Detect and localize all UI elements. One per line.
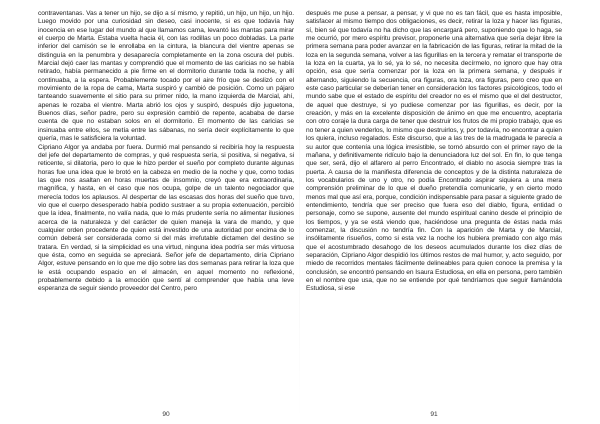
- paragraph: Cipriano Algor ya andaba por fuera. Durmió mal pensando si recibiría hoy la respuesta del jefe del departamento de compras, y qué respuesta sería, si positiva, si negativa, si reticente, si dilatoria, pero lo que le hizo perder el sueño por completo durante algunas horas fue una idea que le brotó en la cabeza en medio de la noche y que, como todas las que nos asaltan en horas muertas de insomnio, creyó que era extraordinaria, magnífica, y hasta, en el caso que nos ocupa, golpe de un talento negociador que merecía todos los aplausos. Al despertar de las escasas dos horas del sueño que tuvo, vio que el cuerpo desesperado había podido sustraer a su propia extenuación, percibió que la idea, finalmente, no valía nada, que lo más prudente sería no alimentar ilusiones acerca de la naturaleza y del carácter de quien maneja la vara de mando, y que cualquier orden procedente de quien está investido de una autoridad por encima de lo común deberá ser considerada como si del más irrefutable dictamen del destino se tratara. En verdad, si la simplicidad es una virtud, ninguna idea podría ser más virtuosa que ésta, como en seguida se apreciará. Señor jefe de departamento, diría Cipriano Algor, estuve pensando en lo que me dijo sobre las dos semanas para retirar la loza que le está ocupando espacio en el almacén, en aquel momento no reflexioné, probablemente debido a la emoción que sentí al comprender que había una leve esperanza de seguir siendo proveedor del Centro, pero: [38, 143, 294, 293]
- gutter: [299, 0, 300, 424]
- left-page-text: [38, 10, 294, 396]
- page-number: 91: [430, 411, 438, 418]
- left-page: [38, 10, 294, 418]
- right-page-text: [306, 10, 562, 396]
- paragraph: después me puse a pensar, a pensar, y vi que no es tan fácil, que es hasta imposible, satisfacer al mismo tiempo dos obligaciones, es decir, retirar la loza y hacer las figuras, sí, bien sé que todavía no ha dicho que las encargará pero, suponiendo que lo haga, se me ocurrió, por mero espíritu previsor, proponerle una alternativa que sería dejar libre la primera semana para poder avanzar en la fabricación de las figuras, retirar la mitad de la loza en la segunda semana, volver a las figurillas en la tercera y rematar el transporte de la loza en la cuarta, ya lo sé, ya lo sé, no necesita decírmelo, no ignoro que hay otra opción, esa que sería comenzar por la loza en la primera semana, y después ir alternando, siguiendo la secuencia, ora figuras, ora loza, ora figuras, pero creo que en este caso particular se deberían tener en consideración los factores psicológicos, todo el mundo sabe que el estado de espíritu del creador no es el mismo que el del destructor, de aquel que destruye, si yo pudiese comenzar por las figurillas, es decir, por la creación, y más en la excelente disposición de ánimo en que me encuentro, aceptaría con otro coraje la dura carga de tener que destruir los frutos de mi propio trabajo, que es no tener a quien venderlos, lo mismo que destruirlos, y, por todavía, no encontrar a quien los quiera, incluso regalados. Este discurso, que a las tres de la madrugada le parecía a su autor que contenía una lógica irresistible, se tornó absurdo con el primer rayo de la mañana, y definitivamente ridículo bajo la denunciadora luz del sol. En fin, lo que tenga que ser, será, dijo el alfarero al perro Encontrado, el diablo no asocia siempre tras la puerta. A causa de la manifiesta diferencia de conceptos y de la distinta naturaleza de los vocabularios de uno y otro, no podía Encontrado aspirar siquiera a una mera comprensión preliminar de lo que el dueño pretendía comunicarle, y en cierto modo menos mal que así era, porque, condición indispensable para pasar a siguiente grado de entendimiento, tendría que ser preciso que fuera eso del diablo, figura, entidad o personaje, como se supone, ausente del mundo espiritual canino desde el principio de los tiempos, y ya se está viendo que, haciéndose una pregunta de éstas nada más comenzar, la discusión no tendría fin. Con la aparición de Marta y de Marcial, insólitamente risueños, como si esta vez la noche los hubiera premiado con algo más que el acostumbrado desahogo de los deseos acumulados durante los diez días de separación, Cipriano Algor despidió los últimos restos de mal humor, y, acto seguido, por miedo de recorridos mentales fácilmente delineables para quien conoce la premisa y la conclusión, se encontró pensando en Isaura Estudiosa, en ella en persona, pero también en el nombre que usa, que no se entiende por qué tendríamos que seguir llamándola Estudiosa, si ese: [306, 10, 562, 293]
- paragraph: contraventanas. Vas a tener un hijo, se dijo a sí mismo, y repitió, un hijo, un hijo, un hijo. Luego movido por una curiosidad sin deseo, casi inocente, si es que todavía hay inocencia en ese lugar del mundo al que llamamos cama, levantó las mantas para mirar el cuerpo de Marta. Estaba vuelta hacia él, con las rodillas un poco dobladas. La parte inferior del camisón se le enrollaba en la cintura, la blancura del vientre apenas se distinguía en la penumbra y desaparecía completamente en la zona oscura del pubis. Marcial dejó caer las mantas y comprendió que el momento de las caricias no se había retirado, había permanecido a pie firme en el dormitorio durante toda la noche, y allí continuaba, a la espera. Probablemente tocado por el aire frío que se deslizó con el movimiento de la ropa de cama, Marta suspiró y cambió de posición. Como un pájaro tanteando suavemente el sitio para su primer nido, la mano izquierda de Marcial, ahí, apenas le rozaba el vientre. Marta abrió los ojos y suspiró, después dijo juguetona, Buenos días, señor padre, pero su expresión cambió de repente, acababa de darse cuenta de que no estaban solos en el dormitorio. El momento de las caricias se insinuaba entre ellos, se metía entre las sábanas, no sería decir explícitamente lo que quería, mas le satisficiera la voluntad.: [38, 10, 294, 143]
- right-page: [306, 10, 562, 418]
- page-number: 90: [162, 411, 170, 418]
